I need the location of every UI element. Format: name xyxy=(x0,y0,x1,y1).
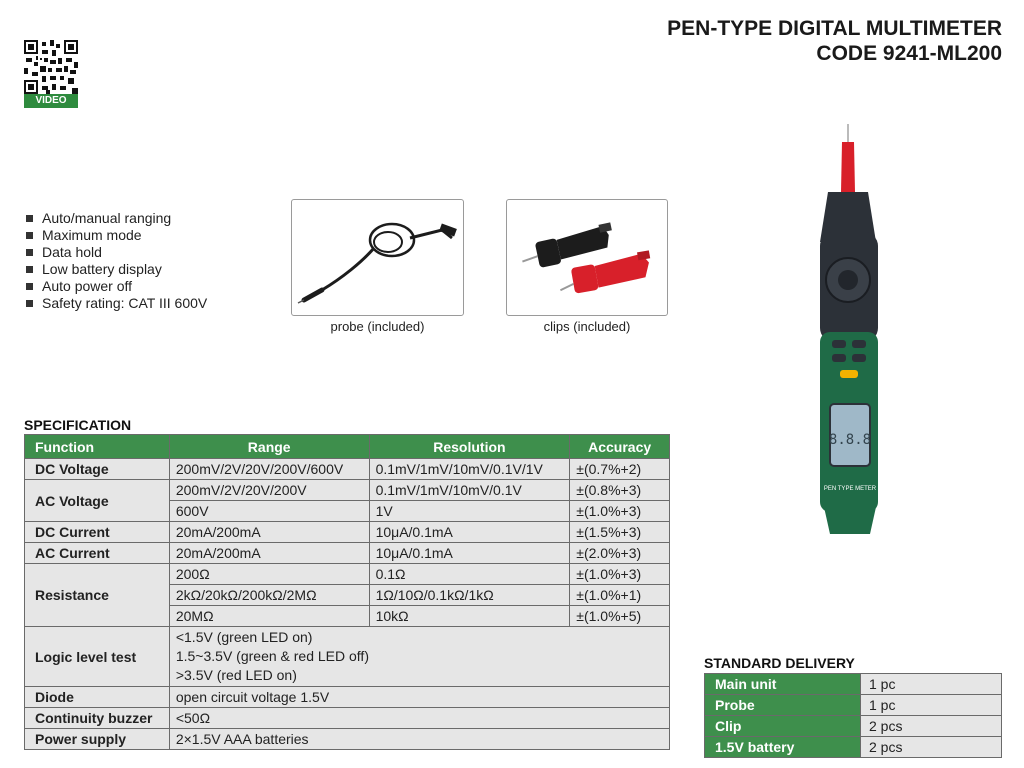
ac-voltage-accuracy: ±(0.8%+3) xyxy=(570,480,670,501)
logic-level-description xyxy=(169,627,669,687)
header-function: Function xyxy=(25,435,170,459)
video-label: VIDEO xyxy=(24,94,78,108)
ac-current-range: 20mA/200mA xyxy=(169,543,369,564)
table-row xyxy=(705,695,1002,716)
logic-level-line: <1.5V (green LED on) xyxy=(175,629,313,645)
feature-item: Low battery display xyxy=(26,261,207,278)
page-title xyxy=(667,16,1002,66)
table-row xyxy=(25,564,670,585)
feature-item: Data hold xyxy=(26,244,207,261)
title-line-1: PEN-TYPE DIGITAL MULTIMETER xyxy=(667,17,1002,40)
delivery-item: Main unit xyxy=(705,674,861,695)
delivery-heading: STANDARD DELIVERY xyxy=(704,655,855,671)
delivery-table xyxy=(704,673,1002,758)
multimeter-image xyxy=(800,122,880,542)
table-row xyxy=(25,687,670,708)
header-resolution: Resolution xyxy=(369,435,570,459)
table-row xyxy=(25,627,670,687)
table-row xyxy=(25,480,670,501)
diode-value: open circuit voltage 1.5V xyxy=(169,687,669,708)
ac-voltage-range: 600V xyxy=(169,501,369,522)
resistance-resolution: 1Ω/10Ω/0.1kΩ/1kΩ xyxy=(369,585,570,606)
feature-item: Safety rating: CAT III 600V xyxy=(26,295,207,312)
feature-item: Maximum mode xyxy=(26,227,207,244)
delivery-qty: 1 pc xyxy=(861,695,1002,716)
ac-current-resolution: 10μA/0.1mA xyxy=(369,543,570,564)
resistance-range: 2kΩ/20kΩ/200kΩ/2MΩ xyxy=(169,585,369,606)
spec-heading: SPECIFICATION xyxy=(24,417,132,433)
resistance-resolution: 10kΩ xyxy=(369,606,570,627)
power-supply-value: 2×1.5V AAA batteries xyxy=(169,729,669,750)
clips-illustration xyxy=(507,200,667,315)
resistance-function: Resistance xyxy=(25,564,170,627)
feature-list xyxy=(26,210,207,312)
video-qr-code[interactable] xyxy=(24,40,78,108)
multimeter-illustration xyxy=(800,122,880,542)
feature-item: Auto power off xyxy=(26,278,207,295)
logic-level-line: 1.5~3.5V (green & red LED off) xyxy=(175,648,369,664)
probe-image xyxy=(291,199,464,316)
table-row xyxy=(25,729,670,750)
clips-image xyxy=(506,199,668,316)
qr-code-icon xyxy=(24,40,78,94)
ac-current-function: AC Current xyxy=(25,543,170,564)
resistance-accuracy: ±(1.0%+5) xyxy=(570,606,670,627)
resistance-range: 20MΩ xyxy=(169,606,369,627)
title-line-2: CODE 9241-ML200 xyxy=(816,42,1002,65)
table-row xyxy=(705,716,1002,737)
dc-voltage-range: 200mV/2V/20V/200V/600V xyxy=(169,459,369,480)
spec-table xyxy=(24,434,670,750)
probe-illustration xyxy=(292,200,463,315)
resistance-resolution: 0.1Ω xyxy=(369,564,570,585)
table-row xyxy=(25,543,670,564)
delivery-qty: 2 pcs xyxy=(861,716,1002,737)
clips-caption: clips (included) xyxy=(543,319,631,334)
dc-current-accuracy: ±(1.5%+3) xyxy=(570,522,670,543)
feature-item: Auto/manual ranging xyxy=(26,210,207,227)
delivery-qty: 1 pc xyxy=(861,674,1002,695)
header-range: Range xyxy=(169,435,369,459)
table-row xyxy=(25,708,670,729)
svg-text:8.8.8: 8.8.8 xyxy=(828,432,872,448)
ac-voltage-resolution: 1V xyxy=(369,501,570,522)
header-accuracy: Accuracy xyxy=(570,435,670,459)
delivery-qty: 2 pcs xyxy=(861,737,1002,758)
delivery-item: Probe xyxy=(705,695,861,716)
product-label: PEN TYPE METER xyxy=(823,486,877,492)
ac-voltage-range: 200mV/2V/20V/200V xyxy=(169,480,369,501)
resistance-range: 200Ω xyxy=(169,564,369,585)
table-row xyxy=(705,674,1002,695)
power-supply-function: Power supply xyxy=(25,729,170,750)
continuity-value: <50Ω xyxy=(169,708,669,729)
continuity-function: Continuity buzzer xyxy=(25,708,170,729)
table-row xyxy=(705,737,1002,758)
probe-caption: probe (included) xyxy=(330,319,425,334)
resistance-accuracy: ±(1.0%+1) xyxy=(570,585,670,606)
ac-current-accuracy: ±(2.0%+3) xyxy=(570,543,670,564)
dc-current-resolution: 10μA/0.1mA xyxy=(369,522,570,543)
spec-header-row xyxy=(25,435,670,459)
ac-voltage-function: AC Voltage xyxy=(25,480,170,522)
diode-function: Diode xyxy=(25,687,170,708)
dc-voltage-accuracy: ±(0.7%+2) xyxy=(570,459,670,480)
table-row xyxy=(25,459,670,480)
ac-voltage-resolution: 0.1mV/1mV/10mV/0.1V xyxy=(369,480,570,501)
table-row xyxy=(25,522,670,543)
resistance-accuracy: ±(1.0%+3) xyxy=(570,564,670,585)
delivery-item: Clip xyxy=(705,716,861,737)
delivery-item: 1.5V battery xyxy=(705,737,861,758)
dc-voltage-function: DC Voltage xyxy=(25,459,170,480)
logic-level-function: Logic level test xyxy=(25,627,170,687)
logic-level-line: >3.5V (red LED on) xyxy=(175,667,297,683)
dc-current-function: DC Current xyxy=(25,522,170,543)
dc-current-range: 20mA/200mA xyxy=(169,522,369,543)
ac-voltage-accuracy: ±(1.0%+3) xyxy=(570,501,670,522)
dc-voltage-resolution: 0.1mV/1mV/10mV/0.1V/1V xyxy=(369,459,570,480)
